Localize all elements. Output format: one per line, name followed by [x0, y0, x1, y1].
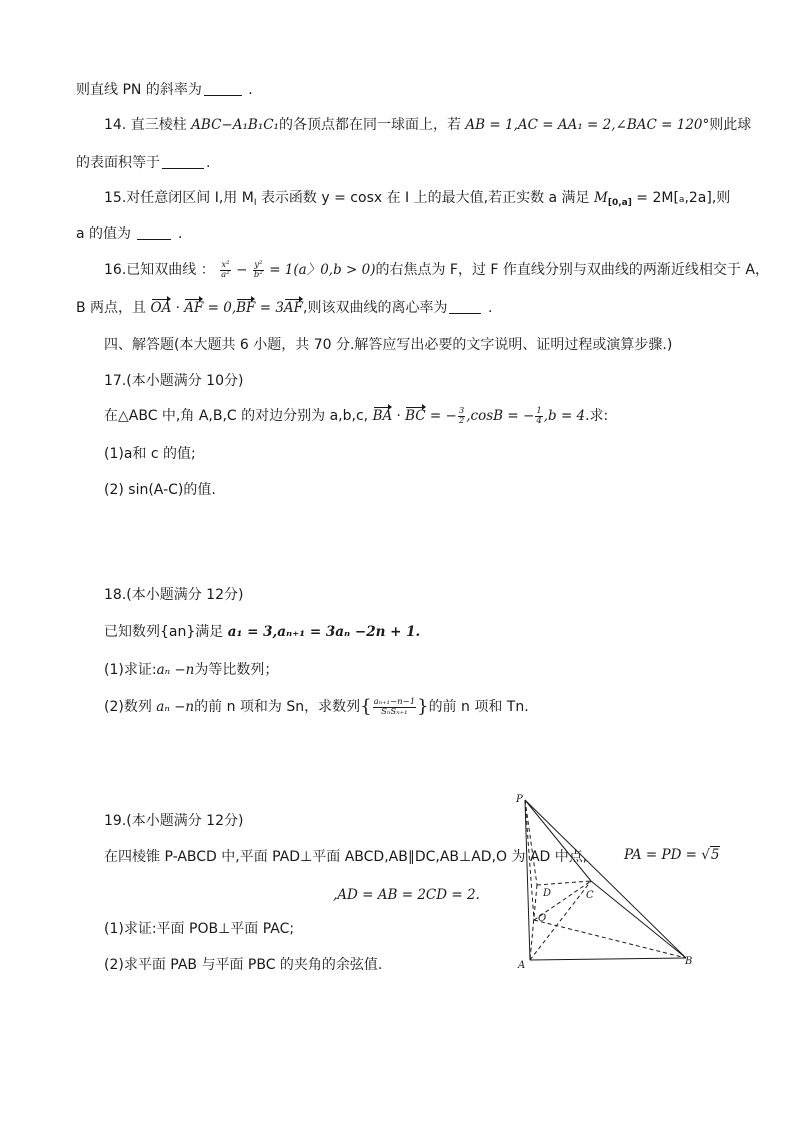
- q18-part1: (1)求证:aₙ −n为等比数列；: [104, 662, 279, 678]
- edge-PA: [525, 800, 530, 960]
- fraction: $\frac{3}{2}$: [458, 405, 465, 426]
- q18-stem: 已知数列{an}满足 a₁ = 3,aₙ₊₁ = 3aₙ −2n + 1.: [104, 624, 421, 640]
- vector: BA: [372, 408, 393, 424]
- answer-blank: [162, 154, 204, 169]
- fraction: $\frac{\text{y²}}{\text{b²}}$: [253, 259, 263, 280]
- edge-DC: [537, 881, 591, 885]
- sqrt: √5: [701, 847, 720, 863]
- fraction: $\frac{\text{x²}}{\text{a²}}$: [221, 259, 230, 280]
- q15-line2: a 的值为 .: [76, 226, 183, 242]
- vector: AF: [184, 300, 204, 316]
- label-O: O: [538, 913, 547, 924]
- edge-PO: [525, 800, 534, 920]
- label-D: D: [543, 888, 552, 899]
- edge-PB: [525, 800, 686, 958]
- q19-heading: 19.(本小题满分 12分): [104, 813, 244, 829]
- q14-line1: 14. 直三棱柱 ABC−A₁B₁C₁的各顶点都在同一球面上，若 AB = 1,AC = AA₁ = 2,∠BAC = 120°则此球: [104, 117, 752, 133]
- q19-pa-condition: PA = PD = √5: [624, 847, 720, 863]
- answer-blank: [204, 81, 242, 96]
- q19-part1: (1)求证:平面 POB⊥平面 PAC;: [104, 921, 295, 937]
- edge-PC: [525, 800, 591, 881]
- fraction: $\frac{\text{aₙ₊₁−n−1}}{\text{SₙSₙ₊₁}}$: [373, 696, 416, 717]
- fraction: $\frac{1}{4}$: [536, 405, 542, 426]
- answer-blank: [449, 299, 481, 314]
- pyramid-figure: [508, 790, 708, 975]
- q17-stem: 在△ABC 中,角 A,B,C 的对边分别为 a,b,c, BA · BC = − $\frac{3}{2}$ ,cosB = − $\frac{1}{4}$ ,b = 4.求:: [104, 405, 609, 426]
- answer-blank: [137, 225, 171, 240]
- label-B: B: [685, 956, 693, 967]
- q17-part2: (2) sin(A-C)的值.: [104, 482, 216, 498]
- q16-line2: B 两点，且 OA · AF = 0,BF = 3AF,则该双曲线的离心率为 .: [76, 300, 493, 316]
- q18-heading: 18.(本小题满分 12分): [104, 587, 244, 603]
- edge-DA: [530, 885, 537, 960]
- vector: BF: [236, 300, 256, 316]
- vector: BC: [405, 408, 426, 424]
- label-P: P: [516, 794, 523, 805]
- q18-part2: (2)数列 aₙ −n的前 n 项和为 Sn，求数列{ $\frac{\text{aₙ₊₁−n−1}}{\text{SₙSₙ₊₁}}$ }的前 n 项和 Tn.: [104, 696, 529, 717]
- q13-tail: 则直线 PN 的斜率为 .: [76, 82, 253, 98]
- edge-AB: [530, 958, 686, 960]
- label-A: A: [518, 960, 526, 971]
- q16-line1: 16.已知双曲线 ： $\frac{\text{x²}}{\text{a²}}$ − $\frac{\text{y²}}{\text{b²}}$ = 1(a〉0,b > 0)的右焦点为 F，过 F 作直线分别与双曲线的两渐近线相交于 A，: [104, 259, 769, 280]
- q14-line2: 的表面积等于 .: [76, 155, 211, 171]
- q19-stem: 在四棱锥 P-ABCD 中,平面 PAD⊥平面 ABCD,AB∥DC,AB⊥AD,O 为 AD 中点,: [104, 849, 588, 865]
- vector: AF: [283, 300, 304, 316]
- label-C: C: [586, 890, 594, 901]
- vector: OA: [150, 300, 172, 316]
- q17-heading: 17.(本小题满分 10分): [104, 373, 244, 389]
- section-heading: 四、解答题(本大题共 6 小题，共 70 分.解答应写出必要的文字说明、证明过程或演算步骤.): [104, 337, 673, 353]
- q17-part1: (1)a和 c 的值;: [104, 446, 196, 462]
- q19-part2: (2)求平面 PAB 与平面 PBC 的夹角的余弦值.: [104, 957, 383, 973]
- q15-line1: 15.对任意闭区间 I,用 $M_I$ 表示函数 y = cosx 在 I 上的最大值,若正实数 a 满足 $M_{[0,a]} = 2M[a,2a]$,则: [104, 190, 731, 208]
- q19-line2: ,AD = AB = 2CD = 2.: [333, 887, 480, 903]
